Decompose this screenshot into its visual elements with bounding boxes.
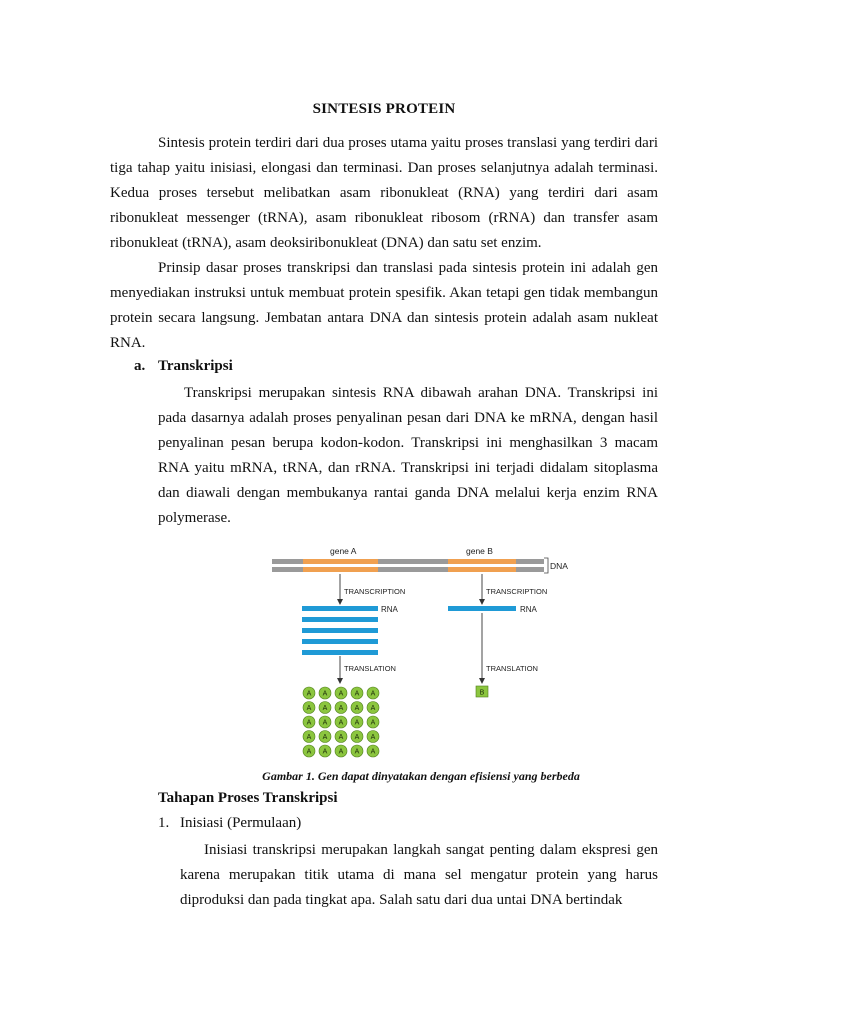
dna-label: DNA	[550, 561, 568, 571]
protein-a-molecule	[351, 702, 363, 714]
list-item-number: 1.	[158, 815, 170, 831]
protein-a-molecule	[351, 731, 363, 743]
transcription-arrowhead-a	[337, 599, 343, 605]
protein-a-letter: A	[354, 705, 360, 713]
protein-a-letter: A	[354, 719, 360, 727]
protein-a-molecule	[367, 687, 379, 699]
protein-a-letter: A	[306, 748, 312, 756]
rna-strand-a	[302, 606, 378, 611]
protein-a-molecule	[367, 745, 379, 757]
rna-label-b: RNA	[520, 605, 537, 614]
gene-a-segment-top	[303, 559, 378, 564]
protein-a-molecule	[319, 702, 331, 714]
transcription-arrowhead-b	[479, 599, 485, 605]
protein-a-molecule	[335, 731, 347, 743]
paragraph-principle: Prinsip dasar proses transkripsi dan translasi pada sintesis protein ini adalah gen menyediakan instruksi untuk membuat protein spesifik. Akan tetapi gen tidak membangun protein secara langsung. Jembatan antara DNA dan sintesis protein adalah asam nukleat RNA.	[110, 260, 658, 351]
section-heading-transkripsi	[134, 358, 233, 375]
protein-a-molecule	[367, 716, 379, 728]
translation-arrowhead-b	[479, 678, 485, 684]
protein-a-molecule	[335, 745, 347, 757]
protein-a-letter: A	[354, 690, 360, 698]
protein-a-letter: A	[306, 719, 312, 727]
protein-a-letter: A	[338, 705, 344, 713]
protein-a-letter: A	[354, 734, 360, 742]
protein-a-molecule	[351, 745, 363, 757]
protein-a-letter: A	[322, 705, 328, 713]
protein-a-letter: A	[322, 734, 328, 742]
document-title: SINTESIS PROTEIN	[312, 101, 456, 117]
transcription-label-b: TRANSCRIPTION	[486, 587, 548, 596]
protein-b-group	[476, 686, 488, 697]
protein-a-letter: A	[306, 705, 312, 713]
rna-label-a: RNA	[381, 605, 398, 614]
gene-b-segment-bottom	[448, 567, 516, 572]
protein-a-molecule	[335, 687, 347, 699]
rna-strands	[302, 606, 516, 655]
protein-a-molecule	[367, 702, 379, 714]
subheading-tahapan: Tahapan Proses Transkripsi	[158, 790, 338, 806]
protein-a-molecule	[303, 731, 315, 743]
gene-b-label: gene B	[466, 546, 493, 556]
protein-a-letter: A	[322, 748, 328, 756]
list-item-inisiasi	[158, 815, 301, 832]
protein-a-letter: A	[370, 690, 376, 698]
protein-a-molecule	[335, 702, 347, 714]
section-label: a.	[134, 358, 146, 374]
protein-a-letter: A	[354, 748, 360, 756]
protein-a-molecule	[319, 731, 331, 743]
section-heading-text: Transkripsi	[158, 358, 233, 374]
protein-a-molecule	[303, 687, 315, 699]
protein-b-letter: B	[479, 689, 485, 697]
protein-a-letter: A	[338, 734, 344, 742]
protein-a-letter: A	[306, 690, 312, 698]
protein-a-letter: A	[370, 705, 376, 713]
protein-a-letter: A	[322, 719, 328, 727]
rna-strand-a	[302, 639, 378, 644]
protein-a-grid	[303, 687, 379, 757]
protein-a-molecule	[303, 716, 315, 728]
protein-a-molecule	[319, 745, 331, 757]
protein-a-molecule	[319, 687, 331, 699]
protein-a-letter: A	[338, 719, 344, 727]
translation-label-b: TRANSLATION	[486, 664, 538, 673]
protein-a-letter: A	[370, 748, 376, 756]
translation-label-a: TRANSLATION	[344, 664, 396, 673]
paragraph-inisiasi: Inisiasi transkripsi merupakan langkah sangat penting dalam ekspresi gen karena merupakan titik utama di mana sel mengatur protein yang harus diproduksi dan pada tingkat apa. Salah satu dari dua untai DNA bertindak	[180, 842, 658, 908]
dna-strand	[272, 559, 544, 572]
protein-a-letter: A	[322, 690, 328, 698]
protein-a-molecule	[319, 716, 331, 728]
figure-caption: Gambar 1. Gen dapat dinyatakan dengan efisiensi yang berbeda	[262, 769, 580, 783]
paragraph-transkripsi: Transkripsi merupakan sintesis RNA dibawah arahan DNA. Transkripsi ini pada dasarnya adalah proses penyalinan pesan dari DNA ke mRNA, dengan hasil penyalinan pesan berupa kodon-kodon. Transkripsi ini menghasilkan 3 macam RNA yaitu mRNA, tRNA, dan rRNA. Transkripsi ini terjadi didalam sitoplasma dan diawali dengan membukanya rantai ganda DNA melalui kerja enzim RNA polymerase.	[158, 385, 658, 526]
protein-a-molecule	[303, 702, 315, 714]
protein-a-molecule	[351, 716, 363, 728]
protein-a-letter: A	[338, 690, 344, 698]
paragraph-intro: Sintesis protein terdiri dari dua proses utama yaitu proses translasi yang terdiri dari tiga tahap yaitu inisiasi, elongasi dan terminasi. Dan proses selanjutnya adalah terminasi. Kedua proses tersebut melibatkan asam ribonukleat (RNA) yang terdiri dari asam ribonukleat messenger (tRNA), asam ribonukleat ribosom (rRNA) dan transfer asam ribonukleat (tRNA), asam deoksiribonukleat (DNA) dan satu set enzim.	[110, 135, 658, 251]
translation-arrowhead-a	[337, 678, 343, 684]
gene-a-segment-bottom	[303, 567, 378, 572]
rna-strand-a	[302, 617, 378, 622]
protein-b-molecule	[476, 686, 488, 697]
transcription-label-a: TRANSCRIPTION	[344, 587, 406, 596]
gene-expression-figure	[268, 543, 568, 763]
protein-a-letter: A	[370, 719, 376, 727]
protein-a-molecule	[335, 716, 347, 728]
rna-strand-a	[302, 628, 378, 633]
protein-a-molecule	[351, 687, 363, 699]
protein-a-letter: A	[338, 748, 344, 756]
rna-strand-a	[302, 650, 378, 655]
protein-a-letter: A	[306, 734, 312, 742]
protein-a-letter: A	[370, 734, 376, 742]
dna-bracket	[544, 558, 548, 573]
list-item-label: Inisiasi (Permulaan)	[180, 815, 302, 831]
gene-b-segment-top	[448, 559, 516, 564]
gene-a-label: gene A	[330, 546, 357, 556]
protein-a-molecule	[303, 745, 315, 757]
rna-strand-b	[448, 606, 516, 611]
protein-a-molecule	[367, 731, 379, 743]
